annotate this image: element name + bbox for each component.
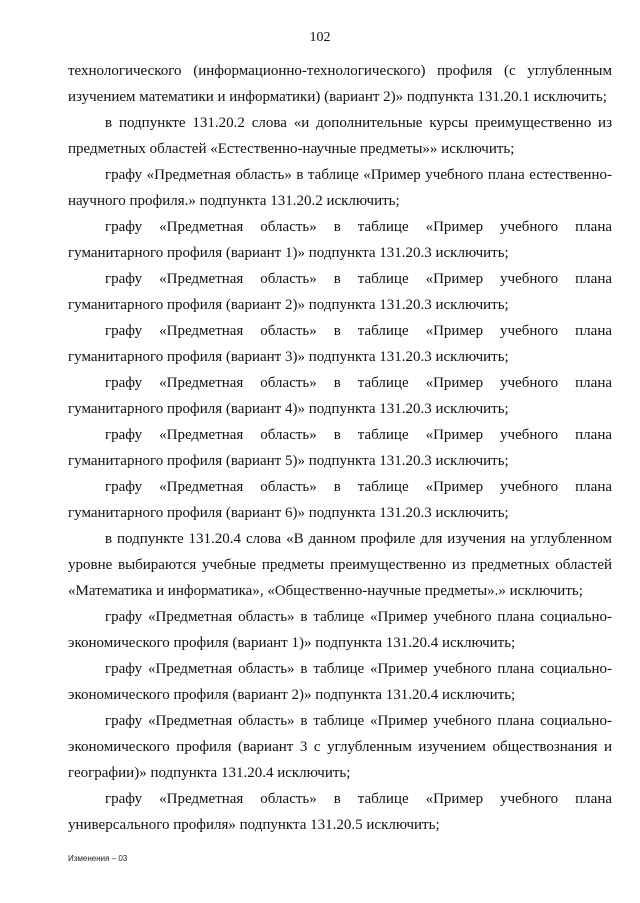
paragraph-1: технологического (информационно-технологического) профиля (с углубленным изучением математики и информатики) (вариант 2)» подпункта 131.20.1 исключить; bbox=[68, 63, 612, 105]
footer-revision-note: Изменения – 03 bbox=[68, 854, 128, 863]
paragraph-4: графу «Предметная область» в таблице «Пример учебного плана гуманитарного профиля (вариант 1)» подпункта 131.20.3 исключить; bbox=[68, 219, 612, 261]
paragraph-12: графу «Предметная область» в таблице «Пример учебного плана социально-экономического профиля (вариант 2)» подпункта 131.20.4 исключить; bbox=[68, 661, 612, 703]
paragraph-6: графу «Предметная область» в таблице «Пример учебного плана гуманитарного профиля (вариант 3)» подпункта 131.20.3 исключить; bbox=[68, 323, 612, 365]
paragraph-8: графу «Предметная область» в таблице «Пример учебного плана гуманитарного профиля (вариант 5)» подпункта 131.20.3 исключить; bbox=[68, 427, 612, 469]
paragraph-2: в подпункте 131.20.2 слова «и дополнительные курсы преимущественно из предметных областей «Естественно-научные предметы»» исключить; bbox=[68, 115, 612, 157]
paragraph-11: графу «Предметная область» в таблице «Пример учебного плана социально-экономического профиля (вариант 1)» подпункта 131.20.4 исключить; bbox=[68, 609, 612, 651]
paragraph-14: графу «Предметная область» в таблице «Пример учебного плана универсального профиля» подпункта 131.20.5 исключить; bbox=[68, 791, 612, 833]
document-body bbox=[68, 58, 612, 838]
paragraph-10: в подпункте 131.20.4 слова «В данном профиле для изучения на углубленном уровне выбираются учебные предметы преимущественно из предметных областей «Математика и информатика», «Общественно-научные предметы».» исключить; bbox=[68, 531, 612, 599]
paragraph-9: графу «Предметная область» в таблице «Пример учебного плана гуманитарного профиля (вариант 6)» подпункта 131.20.3 исключить; bbox=[68, 479, 612, 521]
paragraph-7: графу «Предметная область» в таблице «Пример учебного плана гуманитарного профиля (вариант 4)» подпункта 131.20.3 исключить; bbox=[68, 375, 612, 417]
page-number: 102 bbox=[309, 30, 331, 45]
paragraph-13: графу «Предметная область» в таблице «Пример учебного плана социально-экономического профиля (вариант 3 с углубленным изучением обществознания и географии)» подпункта 131.20.4 исключить; bbox=[68, 713, 612, 781]
paragraph-3: графу «Предметная область» в таблице «Пример учебного плана естественно-научного профиля.» подпункта 131.20.2 исключить; bbox=[68, 167, 612, 209]
paragraph-5: графу «Предметная область» в таблице «Пример учебного плана гуманитарного профиля (вариант 2)» подпункта 131.20.3 исключить; bbox=[68, 271, 612, 313]
